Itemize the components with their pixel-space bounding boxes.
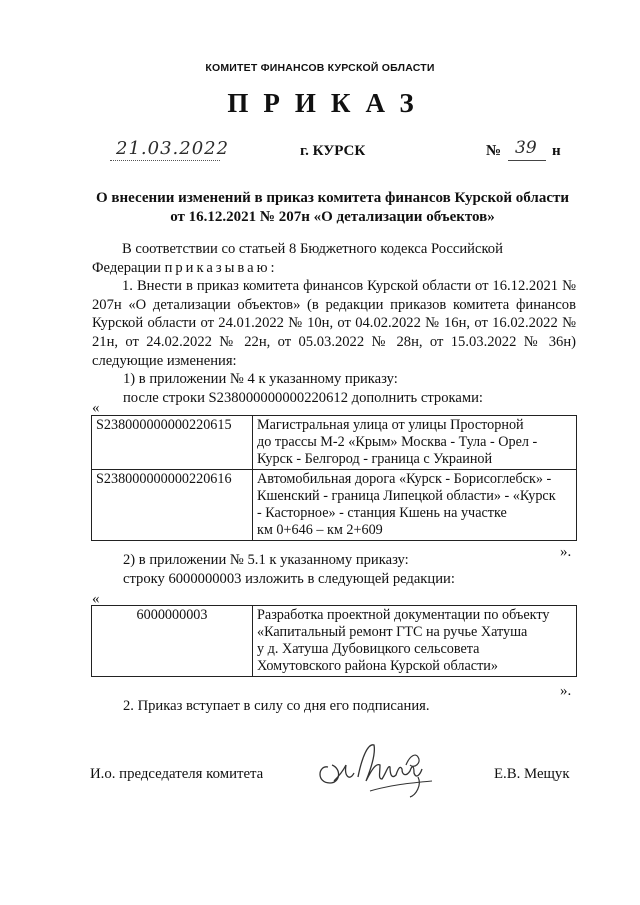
description-line: Разработка проектной документации по объекту xyxy=(257,607,550,623)
row-code: S238000000000220616 xyxy=(92,470,253,541)
row-description xyxy=(253,470,577,541)
preamble-lead: Федерации xyxy=(92,259,165,276)
close-quote-1: ». xyxy=(560,544,572,560)
order-body xyxy=(92,240,576,407)
subitem-1-action: после строки S238000000000220612 дополнить строками: xyxy=(123,389,483,406)
signatory-position: И.о. председателя комитета xyxy=(90,766,264,782)
date-underline xyxy=(110,160,220,161)
item-1-number: 1. xyxy=(122,278,133,295)
organization-header: КОМИТЕТ ФИНАНСОВ КУРСКОЙ ОБЛАСТИ xyxy=(205,62,435,74)
document-subject xyxy=(90,189,575,227)
description-line: Курск - Белгород - граница с Украиной xyxy=(257,451,493,467)
preamble-order-word: приказываю xyxy=(164,259,271,276)
subitem-2: 2) в приложении № 5.1 к указанному приказу: xyxy=(123,552,409,568)
subject-line-2: от 16.12.2021 № 207н «О детализации объектов» xyxy=(170,209,495,225)
number-sign: № xyxy=(486,143,502,159)
item-2: 2. Приказ вступает в силу со дня его подписания. xyxy=(123,698,430,714)
row-description xyxy=(253,416,577,470)
subject-line-1: О внесении изменений в приказ комитета финансов Курской области xyxy=(96,190,569,206)
description-line: Автомобильная дорога «Курск - Борисоглебск» - xyxy=(257,471,552,487)
preamble-line-1: В соответствии со статьей 8 Бюджетного кодекса Российской xyxy=(122,241,503,257)
open-quote-1: « xyxy=(92,400,100,416)
row-code: 6000000003 xyxy=(92,606,253,677)
description-line: Хомутовского района Курской области» xyxy=(257,658,498,674)
number-underline xyxy=(508,160,546,161)
description-line: Магистральная улица от улицы Просторной xyxy=(257,417,524,433)
table-row xyxy=(92,416,577,470)
row-description xyxy=(253,606,577,677)
subitem-2-action: строку 6000000003 изложить в следующей редакции: xyxy=(123,571,455,587)
description-line: у д. Хатуша Дубовицкого сельсовета xyxy=(257,641,480,657)
document-title: ПРИКАЗ xyxy=(227,88,429,118)
table-row xyxy=(92,470,577,541)
item-1-text: Внести в приказ комитета финансов Курской области от 16.12.2021 № 207н «О детализации объектов» (в редакции приказов комитета финансов Курской области от 24.01.2022 № 10н, от 04.02.2022 № 16н, от 16.02.2022 № 21н, от 24.02.2022 № 22н, от 05.03.2022 № 28н, от 15.03.2022 № 36н) следующие изменения: xyxy=(92,278,576,369)
appendix-4-table xyxy=(91,415,577,541)
appendix-5-1-table xyxy=(91,605,577,677)
subitem-1: 1) в приложении № 4 к указанному приказу: xyxy=(123,371,398,388)
item-1 xyxy=(92,277,576,370)
description-line: до трассы М-2 «Крым» Москва - Тула - Орел - xyxy=(257,434,538,450)
number-suffix: н xyxy=(552,143,561,159)
table-row xyxy=(92,606,577,677)
preamble-line-2 xyxy=(92,259,576,278)
signatory-name: Е.В. Мещук xyxy=(494,766,570,782)
description-line: «Капитальный ремонт ГТС на ручье Хатуша xyxy=(257,624,528,640)
city: г. КУРСК xyxy=(300,143,366,159)
description-line: Кшенский - граница Липецкой области» - «Курск xyxy=(257,488,556,504)
description-line: км 0+646 – км 2+609 xyxy=(257,522,383,538)
row-code: S238000000000220615 xyxy=(92,416,253,470)
handwritten-signature xyxy=(310,735,440,805)
description-line: - Касторное» - станция Кшень на участке xyxy=(257,505,507,521)
open-quote-2: « xyxy=(92,591,100,607)
handwritten-date: 21.03.2022 xyxy=(116,138,230,159)
preamble-colon: : xyxy=(270,259,275,276)
handwritten-number: 39 xyxy=(515,138,537,158)
close-quote-2: ». xyxy=(560,683,572,699)
